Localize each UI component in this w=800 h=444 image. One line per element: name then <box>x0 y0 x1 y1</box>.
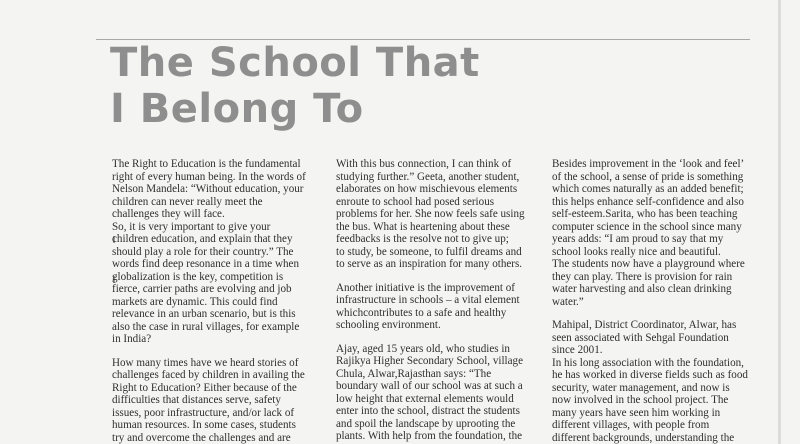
text-column-3 <box>552 158 752 444</box>
paragraph: The Right to Education is the fundamental right of every human being. In the words of Nelson Mandela: “Without education, your children can never really meet the challenges they will face. So, it is very important to give your children education, and explain that they should play a role for their country.” The words find deep resonance in a time when globalization is the key, competition is fierce, carrier paths are evolving and job markets are dynamic. This could find relevance in an urban scenario, but is this also the case in rural villages, for example in India? <box>112 158 306 345</box>
paragraph: Another initiative is the improvement of infrastructure in schools – a vital element whichcontributes to a safe and healthy schooling environment. <box>336 281 520 331</box>
page-edge-shadow <box>778 0 781 444</box>
paragraph: Mahipal, District Coordinator, Alwar, has seen associated with Sehgal Foundation since 2001. In his long association with the foundation, he has worked in diverse fields such as food security, water management, and now is now involved in the school project. The many years have seen him working in different villages, with people from different backgrounds, understanding the <box>552 319 748 444</box>
text-column-1 <box>112 158 312 444</box>
paragraph: Ajay, aged 15 years old, who studies in Rajikya Higher Secondary School, village Chula, Alwar,Rajasthan says: “The boundary wall of our school was at such a low height that external elements would enter into the school, distract the students and spoil the landscape by uprooting the plants. With help from the foundation, the <box>336 342 524 442</box>
paragraph: Besides improvement in the ‘look and feel’ of the school, a sense of pride is something which comes naturally as an added benefit; this helps enhance self-confidence and also self-esteem.Sarita, who has been teaching computer science in the school since many years adds: “I am proud to say that my school looks really nice and beautiful. The students now have a playground where they can play. There is provision for rain water harvesting and also clean drinking water.” <box>552 158 745 308</box>
article-title-line-1: The School That <box>110 40 480 86</box>
paragraph: With this bus connection, I can think of studying further.” Geeta, another student, elaborates on how mischievous elements enroute to school had posed serious problems for her. She now feels safe using the bus. What is heartening about these feedbacks is the resolve not to give up; to study, be someone, to fulfil dreams and to serve as an inspiration for many others. <box>336 158 525 270</box>
text-column-2 <box>336 158 536 443</box>
article-title-line-2: I Belong To <box>110 86 364 132</box>
paragraph: How many times have we heard stories of challenges faced by children in availing the Right to Education? Either because of the difficulties that distances serve, safety issues, poor infrastructure, and/or lack of human resources. In some cases, students try and overcome the challenges and are <box>112 356 305 444</box>
article-title <box>110 40 480 132</box>
